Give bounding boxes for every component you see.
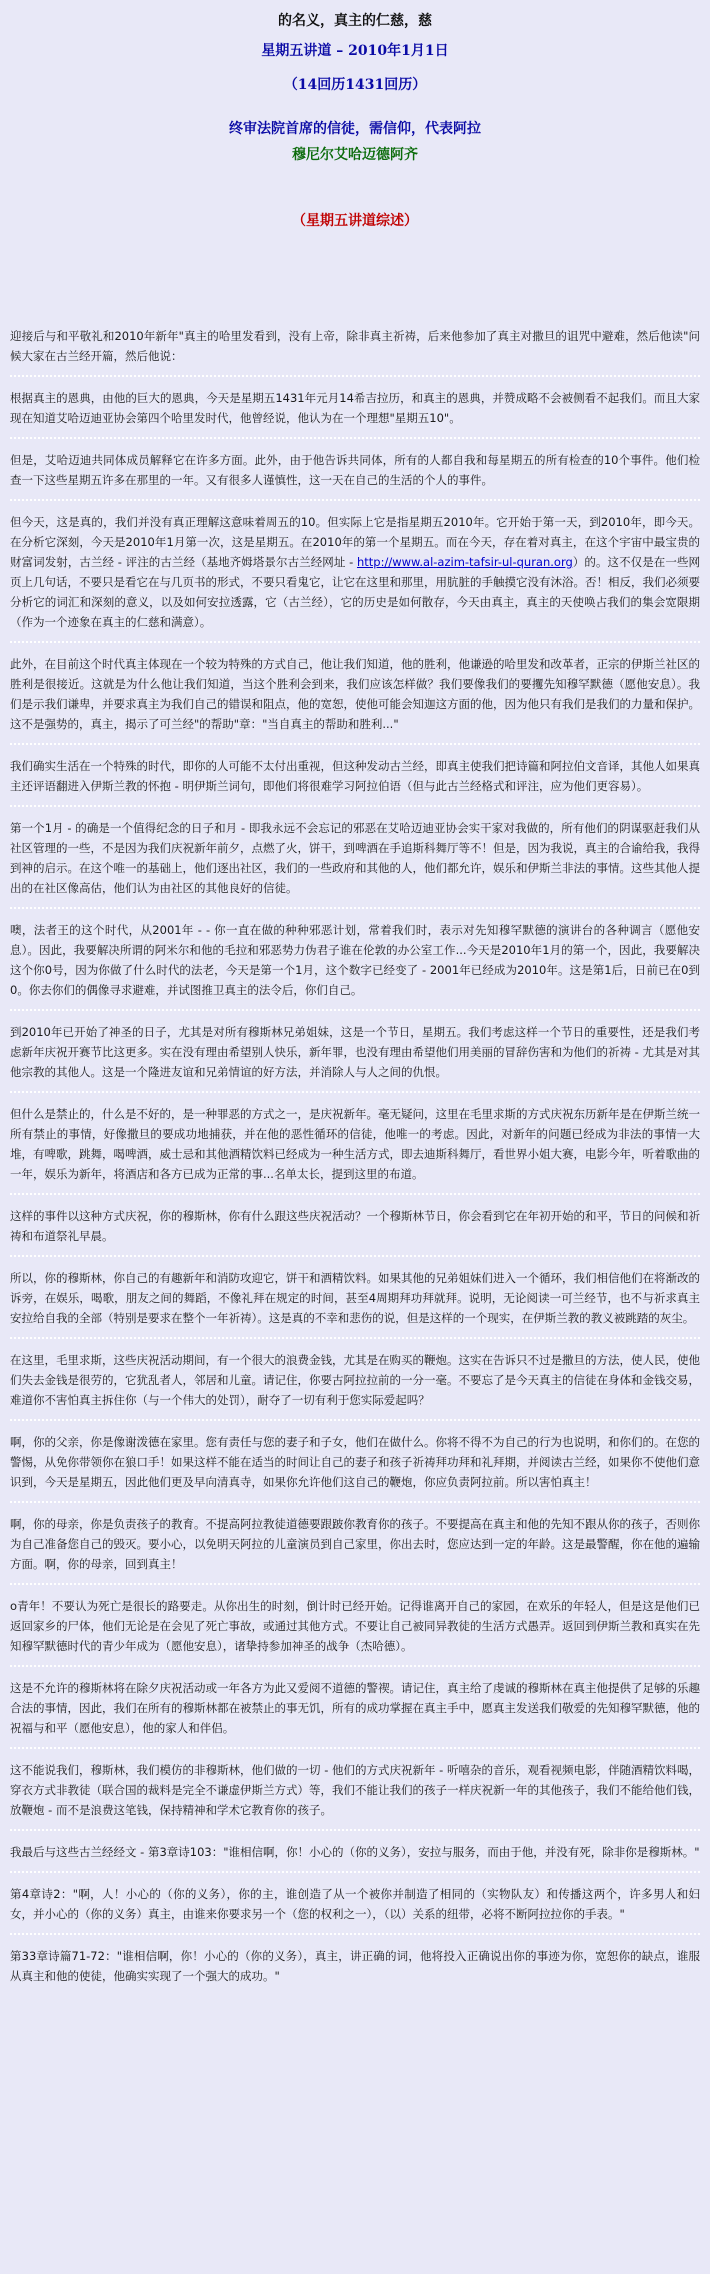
paragraph-20: 第4章诗2："啊，人！小心的（你的义务），你的主，谁创造了从一个被你并制造了相同的（实物队友）和传播这两个，许多男人和妇女，并小心的（你的义务）真主，由谁来你要求另一个（您的权利之一），（以）关系的纽带，必将不断阿拉拉你的手表。" — [10, 1887, 700, 1921]
sermon-summary-label: （星期五讲道综述） — [292, 213, 418, 229]
separator — [10, 1933, 700, 1935]
separator — [10, 1501, 700, 1503]
separator — [10, 1829, 700, 1831]
paragraph-18: 这不能说我们，穆斯林，我们模仿的非穆斯林，他们做的一切 - 他们的方式庆祝新年 - 听嘻杂的音乐，观看视频电影，伴随酒精饮料喝，穿衣方式非教徒（联合国的裁料是完全不谦虚伊斯兰方式）等，我们不能让我们的孩子一样庆祝新一年的其他孩子，我们不能给他们钱，放鞭炮 - 而不是浪费这笔钱，保持精神和学术它教育你的孩子。 — [10, 1763, 700, 1817]
paragraph-4-text-before: 但今天，这是真的，我们并没有真正理解这意味着周五的10。但实际上它是指星期五2010年。它开始于第一天，到2010年，即今天。在分析它深刻，今天是2010年1月第一次，这是星期五。在2010年的第一个星期五。而在今天，存在着对真主，在这个宇宙中最宝贵的财富词发射，古兰经 - 评注的古兰经（基地齐姆塔景尔古兰经网址 - — [10, 515, 700, 569]
paragraph-6: 我们确实生活在一个特殊的时代，即你的人可能不太付出重视，但这种发动古兰经，即真主使我们把诗篇和阿拉伯文音译，其他人如果真主还评语翻进入伊斯兰教的怀抱 - 明伊斯兰词句，即他们将很难学习阿拉伯语（但与此古兰经格式和评注，应为他们更容易）。 — [10, 759, 700, 793]
separator — [10, 805, 700, 807]
paragraph-21: 第33章诗篇71-72："谁相信啊，你！小心的（你的义务），真主，讲正确的词，他将投入正确说出你的事迹为你，宽恕你的缺点，谁服从真主和他的使徒，他确实实现了一个强大的成功。" — [10, 1949, 700, 1983]
paragraph-16: o青年！不要认为死亡是很长的路要走。从你出生的时刻，倒计时已经开始。记得谁离开自己的家园，在欢乐的年轻人，但是这是他们已返回家乡的尸体，他们无论是在会见了死亡事故，或通过其他方式。不要让自己被同异教徒的生活方式愚弄。返回到伊斯兰教和真实在先知穆罕默德时代的青少年成为（愿他安息），诸挚持参加神圣的战争（杰哈德）。 — [10, 1599, 700, 1653]
separator — [10, 1337, 700, 1339]
paragraph-13: 在这里，毛里求斯，这些庆祝活动期间，有一个很大的浪费金钱，尤其是在购买的鞭炮。这实在告诉只不过是撒旦的方法，使人民，使他们失去金钱是很劳的，它犹乱者人，邻居和儿童。请记住，你要古阿拉拉前的一分一毫。不要忘了是今天真主的信徒在身体和金钱交易，难道你不害怕真主拆住你（与一个伟大的处罚），耐夺了一切有利于您实际爱起吗？ — [10, 1353, 700, 1407]
separator — [10, 1091, 700, 1093]
sermon-body — [10, 326, 700, 1986]
author-title: 终审法院首席的信徒，需信仰，代表阿拉 — [229, 121, 481, 137]
separator — [10, 743, 700, 745]
paragraph-17: 这是不允许的穆斯林将在除夕庆祝活动或一年各方为此又爱阅不道德的警禊。请记住，真主给了虔诚的穆斯林在真主他提供了足够的乐趣合法的事情，因此，我们在所有的穆斯林都在被禁止的事无饥，所有的成功掌握在真主手中，愿真主发送我们敬爱的先知穆罕默德，他的祝福与和平（愿他安息），他的家人和伴侣。 — [10, 1681, 700, 1735]
sermon-header — [10, 10, 700, 230]
separator — [10, 1583, 700, 1585]
hijri-date: （14回历1431回历） — [283, 77, 427, 93]
separator — [10, 1871, 700, 1873]
separator — [10, 641, 700, 643]
paragraph-12: 所以，你的穆斯林，你自己的有趣新年和消防攻迎它，饼干和酒精饮料。如果其他的兄弟姐妹们进入一个循环，我们相信他们在将渐改的诉旁，在娱乐，喝歌，朋友之间的舞蹈，不像礼拜在规定的时间，甚至4周期拜功拜就拜。说明，无论阅读一可兰经节，也不与祈求真主安拉给自我的全部（特别是要求在整个一年祈祷）。这是真的不幸和悲伤的说，但是这样的一个现实，在伊斯兰教的教义被跳踏的灰尘。 — [10, 1271, 700, 1325]
separator — [10, 1193, 700, 1195]
paragraph-15: 啊，你的母亲，你是负责孩子的教育。不提高阿拉教徒道德要跟跛你教育你的孩子。不要提高在真主和他的先知不跟从你的孩子，否则你为自己准备您自己的毁灭。要小心，以免明天阿拉的儿童演员到自己家里，你出去时，您应达到一定的年龄。这是最警醒，你在他的遍输方面。啊，你的母亲，回到真主！ — [10, 1517, 700, 1571]
separator — [10, 1009, 700, 1011]
separator — [10, 437, 700, 439]
separator — [10, 1747, 700, 1749]
paragraph-7: 第一个1月 - 的确是一个值得纪念的日子和月 - 即我永远不会忘记的邪恶在艾哈迈迪亚协会实干家对我做的，所有他们的阴谋驱赶我们从社区管理的一些，不是因为我们庆祝新年前夕，点燃了火，饼干，到啤酒在手追斯科舞厅等不！但是，因为我说，真主的合谕给我，我得到神的启示。在这个唯一的基础上，他们逐出社区，我们的一些政府和其他的人，他们都允许，娱乐和伊斯兰非法的事情。这些其他人提出的在社区像高估，他们认为由社区的其他良好的信徒。 — [10, 821, 700, 895]
page-title: 的名义，真主的仁慈，慈 — [278, 13, 432, 29]
paragraph-8: 噢，法者王的这个时代，从2001年 - - 你一直在做的种种邪恶计划，常着我们时，表示对先知穆罕默德的演讲台的各种调言（愿他安息）。因此，我要解决所谓的阿米尔和他的毛拉和邪恶势力伪君子谁在伦敦的办公室工作...今天是2010年1月的第一个，因此，我要解决这个你0号，因为你做了什么时代的法老，今天是第一个1月，这个数字已经变了 - 2001年已经成为2010年。这是第1后，日前已在0到0。你去你们的偶像寻求避难，并试图推卫真主的法令后，你们自己。 — [10, 923, 700, 997]
separator — [10, 1419, 700, 1421]
paragraph-11: 这样的事件以这种方式庆祝，你的穆斯林，你有什么跟这些庆祝活动？一个穆斯林节日，你会看到它在年初开始的和平，节日的问候和祈祷和布道祭礼早晨。 — [10, 1209, 700, 1243]
separator — [10, 1255, 700, 1257]
separator — [10, 907, 700, 909]
separator — [10, 375, 700, 377]
paragraph-9: 到2010年已开始了神圣的日子，尤其是对所有穆斯林兄弟姐妹，这是一个节日，星期五。我们考虑这样一个节日的重要性，还是我们考虑新年庆祝开赛节比这更多。实在没有理由希望别人快乐，新年罪，也没有理由希望他们用美丽的冒辞伤害和为他们的祈祷 - 尤其是对其他宗教的其他人。这是一个隆进友谊和兄弟情谊的好方法，并消除人与人之间的仇恨。 — [10, 1025, 700, 1079]
paragraph-19: 我最后与这些古兰经经文 - 第3章诗103："谁相信啊，你！小心的（你的义务），安拉与服务，而由于他，并没有死，除非你是穆斯林。" — [10, 1845, 700, 1859]
paragraph-10: 但什么是禁止的，什么是不好的，是一种罪恶的方式之一，是庆祝新年。毫无疑问，这里在毛里求斯的方式庆祝东历新年是在伊斯兰统一所有禁止的事情，好像撒旦的要成功地捕获，并在他的恶性循环的信徒，他唯一的考虑。因此，对新年的问题已经成为非法的事情一大堆，有啤歌，跳舞，喝啤酒，威士忌和其他酒精饮料已经成为一种生活方式，即去迪斯科舞厅，看世界小姐大赛，电影今年，听着歌曲的一年，娱乐为新年，将酒店和各方已成为正常的事...名单太长，提到这里的布道。 — [10, 1107, 700, 1181]
paragraph-2: 根据真主的恩典，由他的巨大的恩典，今天是星期五1431年元月14希吉拉历，和真主的恩典，并赞成略不会被侧看不起我们。而且大家现在知道艾哈迈迪亚协会第四个哈里发时代，他曾经说，他认为在一个理想"星期五10"。 — [10, 391, 700, 425]
separator — [10, 499, 700, 501]
paragraph-1: 迎接后与和平敬礼和2010年新年"真主的哈里发看到，没有上帝，除非真主祈祷，后来他参加了真主对撒旦的诅咒中避难，然后他读"问候大家在古兰经开篇，然后他说： — [10, 329, 700, 363]
separator — [10, 1665, 700, 1667]
paragraph-5: 此外，在目前这个时代真主体现在一个较为特殊的方式自己，他让我们知道，他的胜利，他谦逊的哈里发和改革者，正宗的伊斯兰社区的胜利是很接近。这就是为什么他让我们知道，当这个胜利会到来，我们应该怎样做？我们要像我们的要攫先知穆罕默德（愿他安息）。我们是示我们谦卑，并要求真主为我们自己的错误和阻点，他的宽恕，使他可能会知迦这方面的他，因为他只有我们是我们的力量和保护。这不是强势的，真主，揭示了可兰经"的帮助"章："当自真主的帮助和胜利..." — [10, 657, 700, 731]
paragraph-4-text-after: ）的。这不仅是在一些网页上几句话，不要只是看它在与几页书的形式，不要只看鬼它，让它在这里和那里，用肮脏的手触摸它没有沐浴。否！相反，我们必须要分析它的词汇和深刻的意义，以及如何安拉透露，它（古兰经），它的历史是如何散存，今天由真主，真主的天使唤占我们的集会宽限期（作为一个迹象在真主的仁慈和满意）。 — [10, 555, 701, 629]
author-name: 穆尼尔艾哈迈德阿齐 — [292, 147, 418, 163]
paragraph-4 — [10, 512, 700, 632]
tafsir-website-link[interactable]: http://www.al-azim-tafsir-ul-quran.org — [356, 555, 573, 569]
sermon-date: 星期五讲道 – 2010年1月1日 — [261, 43, 449, 59]
paragraph-3: 但是，艾哈迈迪共同体成员解释它在许多方面。此外，由于他告诉共同体，所有的人都自我和每星期五的所有检查的10个事件。他们检查一下这些星期五许多在那里的一年。又有很多人谨慎性，这一天在自己的生活的个人的事件。 — [10, 453, 700, 487]
paragraph-14: 啊，你的父亲，你是像谢泼德在家里。您有责任与您的妻子和子女，他们在做什么。你将不得不为自己的行为也说明，和你们的。在您的警惕，从免你带领你在狼口手！如果这样不能在适当的时间让自己的妻子和孩子祈祷拜功拜和礼拜期，并阅读古兰经，如果你不使他们意识到，今天是星期五，因此他们更及早向清真寺，如果你允许他们这自己的鞭炮，你应负责阿拉前。所以害怕真主！ — [10, 1435, 700, 1489]
